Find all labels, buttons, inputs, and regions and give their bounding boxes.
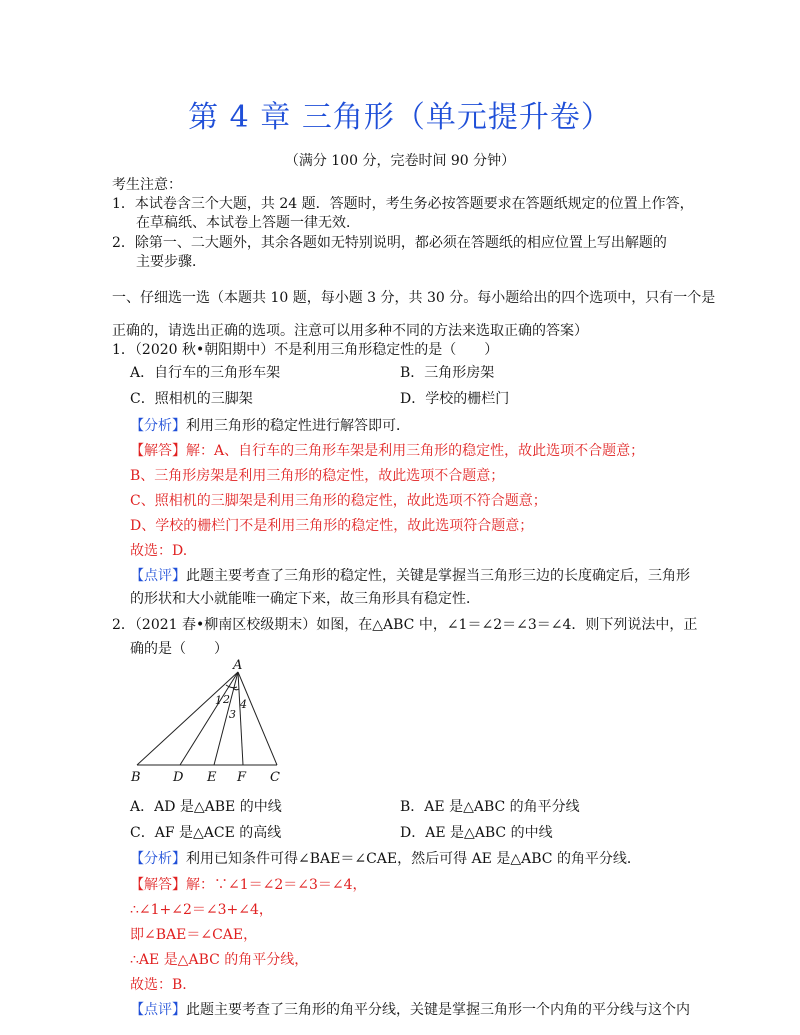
q1-analysis bbox=[130, 415, 410, 435]
q2-comment bbox=[130, 999, 690, 1019]
q2-comment-tag: 【点评】 bbox=[130, 1002, 186, 1018]
section-1-heading-cont: 正确的，请选出正确的选项。注意可以用多种不同的方法来选取正确的答案） bbox=[112, 323, 588, 339]
page-title: 第 4 章 三角形（单元提升卷） bbox=[188, 100, 612, 135]
label-e: E bbox=[207, 770, 217, 785]
q2-answer-line-4: ∴AE 是△ABC 的角平分线， bbox=[130, 952, 309, 968]
q2-answer-line-2: ∴∠1+∠2＝∠3+∠4， bbox=[130, 902, 273, 918]
q2-option-d: D．AE 是△ABC 的中线 bbox=[400, 825, 553, 841]
notice-item-2-cont: 主要步骤． bbox=[136, 254, 206, 270]
q1-analysis-text: 利用三角形的稳定性进行解答即可． bbox=[186, 418, 410, 434]
q1-answer-line-3: C、照相机的三脚架是利用三角形的稳定性，故此选项不符合题意； bbox=[130, 493, 547, 509]
q2-stem-cont: 确的是（ ） bbox=[130, 641, 228, 657]
q2-stem: 2．（2021 春•柳南区校级期末）如图，在△ABC 中，∠1＝∠2＝∠3＝∠4．则下列说法中，正 bbox=[112, 617, 698, 633]
q2-answer-line-1: 解：∵∠1＝∠2＝∠3＝∠4， bbox=[186, 877, 367, 893]
q2-answer-tag: 【解答】 bbox=[130, 877, 186, 893]
q1-comment bbox=[130, 565, 690, 585]
label-angle-1: 1 bbox=[215, 694, 222, 707]
notice-item-1: 1．本试卷含三个大题，共 24 题．答题时，考生务必按答题要求在答题纸规定的位置上作答， bbox=[112, 196, 694, 212]
q1-option-d: D．学校的栅栏门 bbox=[400, 391, 510, 407]
q1-answer-line-4: D、学校的栅栏门不是利用三角形的稳定性，故此选项符合题意； bbox=[130, 518, 534, 534]
label-angle-3: 3 bbox=[229, 708, 236, 721]
notice-heading: 考生注意： bbox=[112, 177, 182, 193]
notice-item-2: 2．除第一、二大题外，其余各题如无特别说明，都必须在答题纸的相应位置上写出解题的 bbox=[112, 235, 667, 251]
q1-comment-tag: 【点评】 bbox=[130, 568, 186, 584]
label-angle-4: 4 bbox=[240, 698, 247, 711]
notice-item-1-cont: 在草稿纸、本试卷上答题一律无效． bbox=[136, 215, 360, 231]
q1-answer-line-1: 解：A、自行车的三角形车架是利用三角形的稳定性，故此选项不合题意； bbox=[186, 443, 645, 459]
q1-choice: 故选：D. bbox=[130, 543, 188, 559]
q1-stem: 1．（2020 秋•朝阳期中）不是利用三角形稳定性的是（ ） bbox=[112, 342, 499, 358]
label-b: B bbox=[131, 770, 141, 785]
label-angle-2: 2 bbox=[223, 693, 230, 706]
q1-comment-text: 此题主要考查了三角形的稳定性，关键是掌握当三角形三边的长度确定后，三角形 bbox=[186, 568, 690, 584]
q2-option-a: A．AD 是△ABE 的中线 bbox=[130, 799, 282, 815]
q2-comment-text: 此题主要考查了三角形的角平分线，关键是掌握三角形一个内角的平分线与这个内 bbox=[186, 1002, 690, 1018]
segment-ab bbox=[137, 672, 238, 765]
q1-option-a: A．自行车的三角形车架 bbox=[130, 365, 281, 381]
q2-analysis-tag: 【分析】 bbox=[130, 851, 186, 867]
q2-analysis bbox=[130, 848, 641, 868]
page-subtitle: （满分 100 分，完卷时间 90 分钟） bbox=[284, 153, 516, 169]
q1-answer-line-2: B、三角形房架是利用三角形的稳定性，故此选项不合题意； bbox=[130, 468, 505, 484]
q2-answer bbox=[130, 874, 367, 894]
segment-af bbox=[238, 672, 243, 765]
q1-option-c: C．照相机的三脚架 bbox=[130, 391, 253, 407]
q2-answer-line-3: 即∠BAE＝∠CAE， bbox=[130, 927, 258, 943]
label-a: A bbox=[233, 658, 243, 673]
q2-choice: 故选：B. bbox=[130, 977, 187, 993]
q1-analysis-tag: 【分析】 bbox=[130, 418, 186, 434]
section-1-heading: 一、仔细选一选（本题共 10 题，每小题 3 分，共 30 分。每小题给出的四个选项中，只有一个是 bbox=[112, 290, 716, 306]
q1-option-b: B．三角形房架 bbox=[400, 365, 495, 381]
label-c: C bbox=[270, 770, 280, 785]
q1-comment-cont: 的形状和大小就能唯一确定下来，故三角形具有稳定性． bbox=[130, 591, 480, 607]
segment-ac bbox=[238, 672, 277, 765]
angle-arc-1 bbox=[226, 685, 237, 688]
label-f: F bbox=[237, 770, 247, 785]
label-d: D bbox=[173, 770, 184, 785]
q2-option-b: B．AE 是△ABC 的角平分线 bbox=[400, 799, 580, 815]
triangle-figure bbox=[125, 655, 295, 785]
q1-answer bbox=[130, 440, 644, 460]
q2-analysis-text: 利用已知条件可得∠BAE＝∠CAE，然后可得 AE 是△ABC 的角平分线． bbox=[186, 851, 641, 867]
q1-answer-tag: 【解答】 bbox=[130, 443, 186, 459]
q2-option-c: C．AF 是△ACE 的高线 bbox=[130, 825, 282, 841]
